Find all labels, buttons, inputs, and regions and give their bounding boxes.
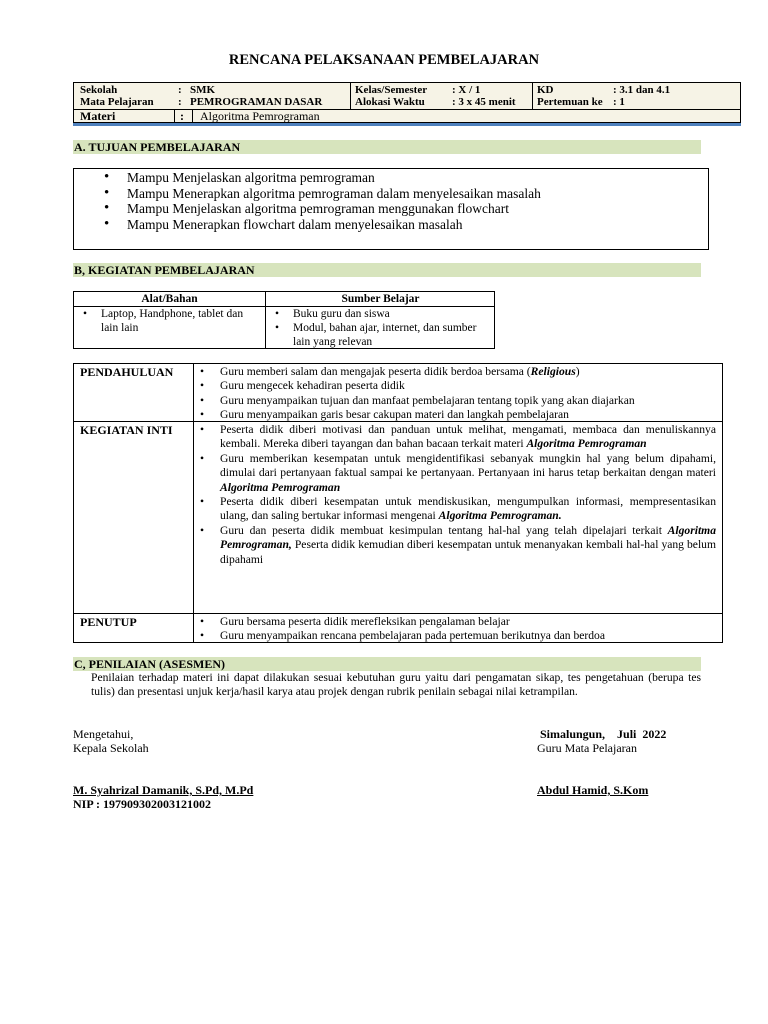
sekolah-label: Sekolah (80, 84, 118, 96)
kd-value: : 3.1 dan 4.1 (613, 84, 671, 96)
headmaster-name: M. Syahrizal Damanik, S.Pd, M.Pd (73, 783, 254, 797)
mapel-value: PEMROGRAMAN DASAR (190, 96, 323, 108)
resources-table (73, 291, 495, 349)
section-a-title: A. TUJUAN PEMBELAJARAN (73, 140, 701, 154)
alokasi-value: : 3 x 45 menit (452, 96, 516, 108)
alokasi-label: Alokasi Waktu (355, 96, 425, 108)
tools-header: Alat/Bahan (141, 293, 198, 305)
goal-item: • Mampu Menerapkan algoritma pemrograman dalam menyelesaikan masalah (127, 186, 541, 202)
inti-item: • Peserta didik diberi kesempatan untuk mendiskusikan, mengumpulkan informasi, mempresentasikan ulang, dan saling bertukar informasi mengenai Algoritma Pemrograman. (220, 495, 716, 524)
pertemuan-label: Pertemuan ke (537, 96, 603, 108)
teacher-name: Abdul Hamid, S.Kom (537, 783, 649, 797)
pendahuluan-item: • Guru mengecek kehadiran peserta didik (220, 379, 716, 393)
materi-label: Materi (80, 109, 116, 123)
inti-item: • Peserta didik diberi motivasi dan panduan untuk melihat, mengamati, membaca dan menuliskannya kembali. Mereka diberi tayangan dan bahan bacaan terkait materi Algoritma Pemrograman (220, 423, 716, 452)
header-divider (174, 109, 175, 123)
headmaster-nip: NIP : 197909302003121002 (73, 797, 211, 811)
goal-item: • Mampu Menerapkan flowchart dalam menyelesaikan masalah (127, 217, 541, 233)
header-info-box (73, 82, 741, 123)
sig-right-line2: Guru Mata Pelajaran (537, 741, 637, 755)
pendahuluan-item: • Guru memberi salam dan mengajak peserta didik berdoa bersama (Religious) (220, 365, 716, 379)
pendahuluan-item: • Guru menyampaikan tujuan dan manfaat pembelajaran tentang topik yang akan diajarkan (220, 394, 716, 408)
sig-left-line1: Mengetahui, (73, 727, 134, 741)
sekolah-colon: : (178, 84, 182, 96)
goal-item: • Mampu Menjelaskan algoritma pemrograman menggunakan flowchart (127, 201, 541, 217)
tools-item: • Laptop, Handphone, tablet dan lain lain (101, 307, 261, 335)
header-divider (350, 83, 351, 109)
sources-item: • Modul, bahan ajar, internet, dan sumber lain yang relevan (293, 321, 491, 349)
kelas-label: Kelas/Semester (355, 84, 428, 96)
mapel-colon: : (178, 96, 182, 108)
activities-table (73, 363, 723, 643)
section-b-title: B, KEGIATAN PEMBELAJARAN (73, 263, 701, 277)
inti-item: • Guru memberikan kesempatan untuk mengidentifikasi sebanyak mungkin hal yang belum dipahami, dimulai dari pertanyaan faktual sampai ke pertanyaan. Pertanyaan ini harus tetap berkaitan dengan materi Algoritma Pemrograman (220, 452, 716, 495)
kelas-value: : X / 1 (452, 84, 481, 96)
header-divider (532, 83, 533, 109)
penutup-item: • Guru menyampaikan rencana pembelajaran pada pertemuan berikutnya dan berdoa (220, 629, 716, 643)
mapel-label: Mata Pelajaran (80, 96, 154, 108)
sig-right-line1: Simalungun, Juli 2022 (540, 727, 667, 741)
pendahuluan-item: • Guru menyampaikan garis besar cakupan materi dan langkah pembelajaran (220, 408, 716, 422)
inti-label: KEGIATAN INTI (80, 423, 173, 437)
pendahuluan-label: PENDAHULUAN (80, 365, 174, 379)
goal-item: • Mampu Menjelaskan algoritma pemrograman (127, 170, 541, 186)
sources-item: • Buku guru dan siswa (293, 307, 491, 321)
inti-item: • Guru dan peserta didik membuat kesimpulan tentang hal-hal yang telah dipelajari terkait Algoritma Pemrograman, Peserta didik kemudian diberi kesempatan untuk menanyakan kembali hal-hal yang belum dipahami (220, 524, 716, 567)
page-title: RENCANA PELAKSANAAN PEMBELAJARAN (228, 52, 540, 68)
sekolah-value: SMK (190, 84, 216, 96)
sig-left-line2: Kepala Sekolah (73, 741, 149, 755)
materi-colon: : (180, 109, 184, 123)
assessment-text: Penilaian terhadap materi ini dapat dilakukan sesuai kebutuhan guru yaitu dari pengamatan sikap, tes pengetahuan (berupa tes tulis) dan presentasi unjuk kerja/hasil karya atau projek dengan rubrik penilain sebagai nilai ketrampilan. (91, 671, 701, 699)
header-accent-bar (73, 123, 741, 126)
section-c-title: C, PENILAIAN (ASESMEN) (73, 657, 701, 671)
materi-value: Algoritma Pemrograman (200, 109, 320, 123)
kd-label: KD (537, 84, 554, 96)
penutup-item: • Guru bersama peserta didik merefleksikan pengalaman belajar (220, 615, 716, 629)
header-divider (192, 109, 193, 123)
penutup-label: PENUTUP (80, 615, 137, 629)
pertemuan-value: : 1 (613, 96, 625, 108)
learning-goals-box (73, 168, 709, 250)
sources-header: Sumber Belajar (341, 293, 420, 305)
